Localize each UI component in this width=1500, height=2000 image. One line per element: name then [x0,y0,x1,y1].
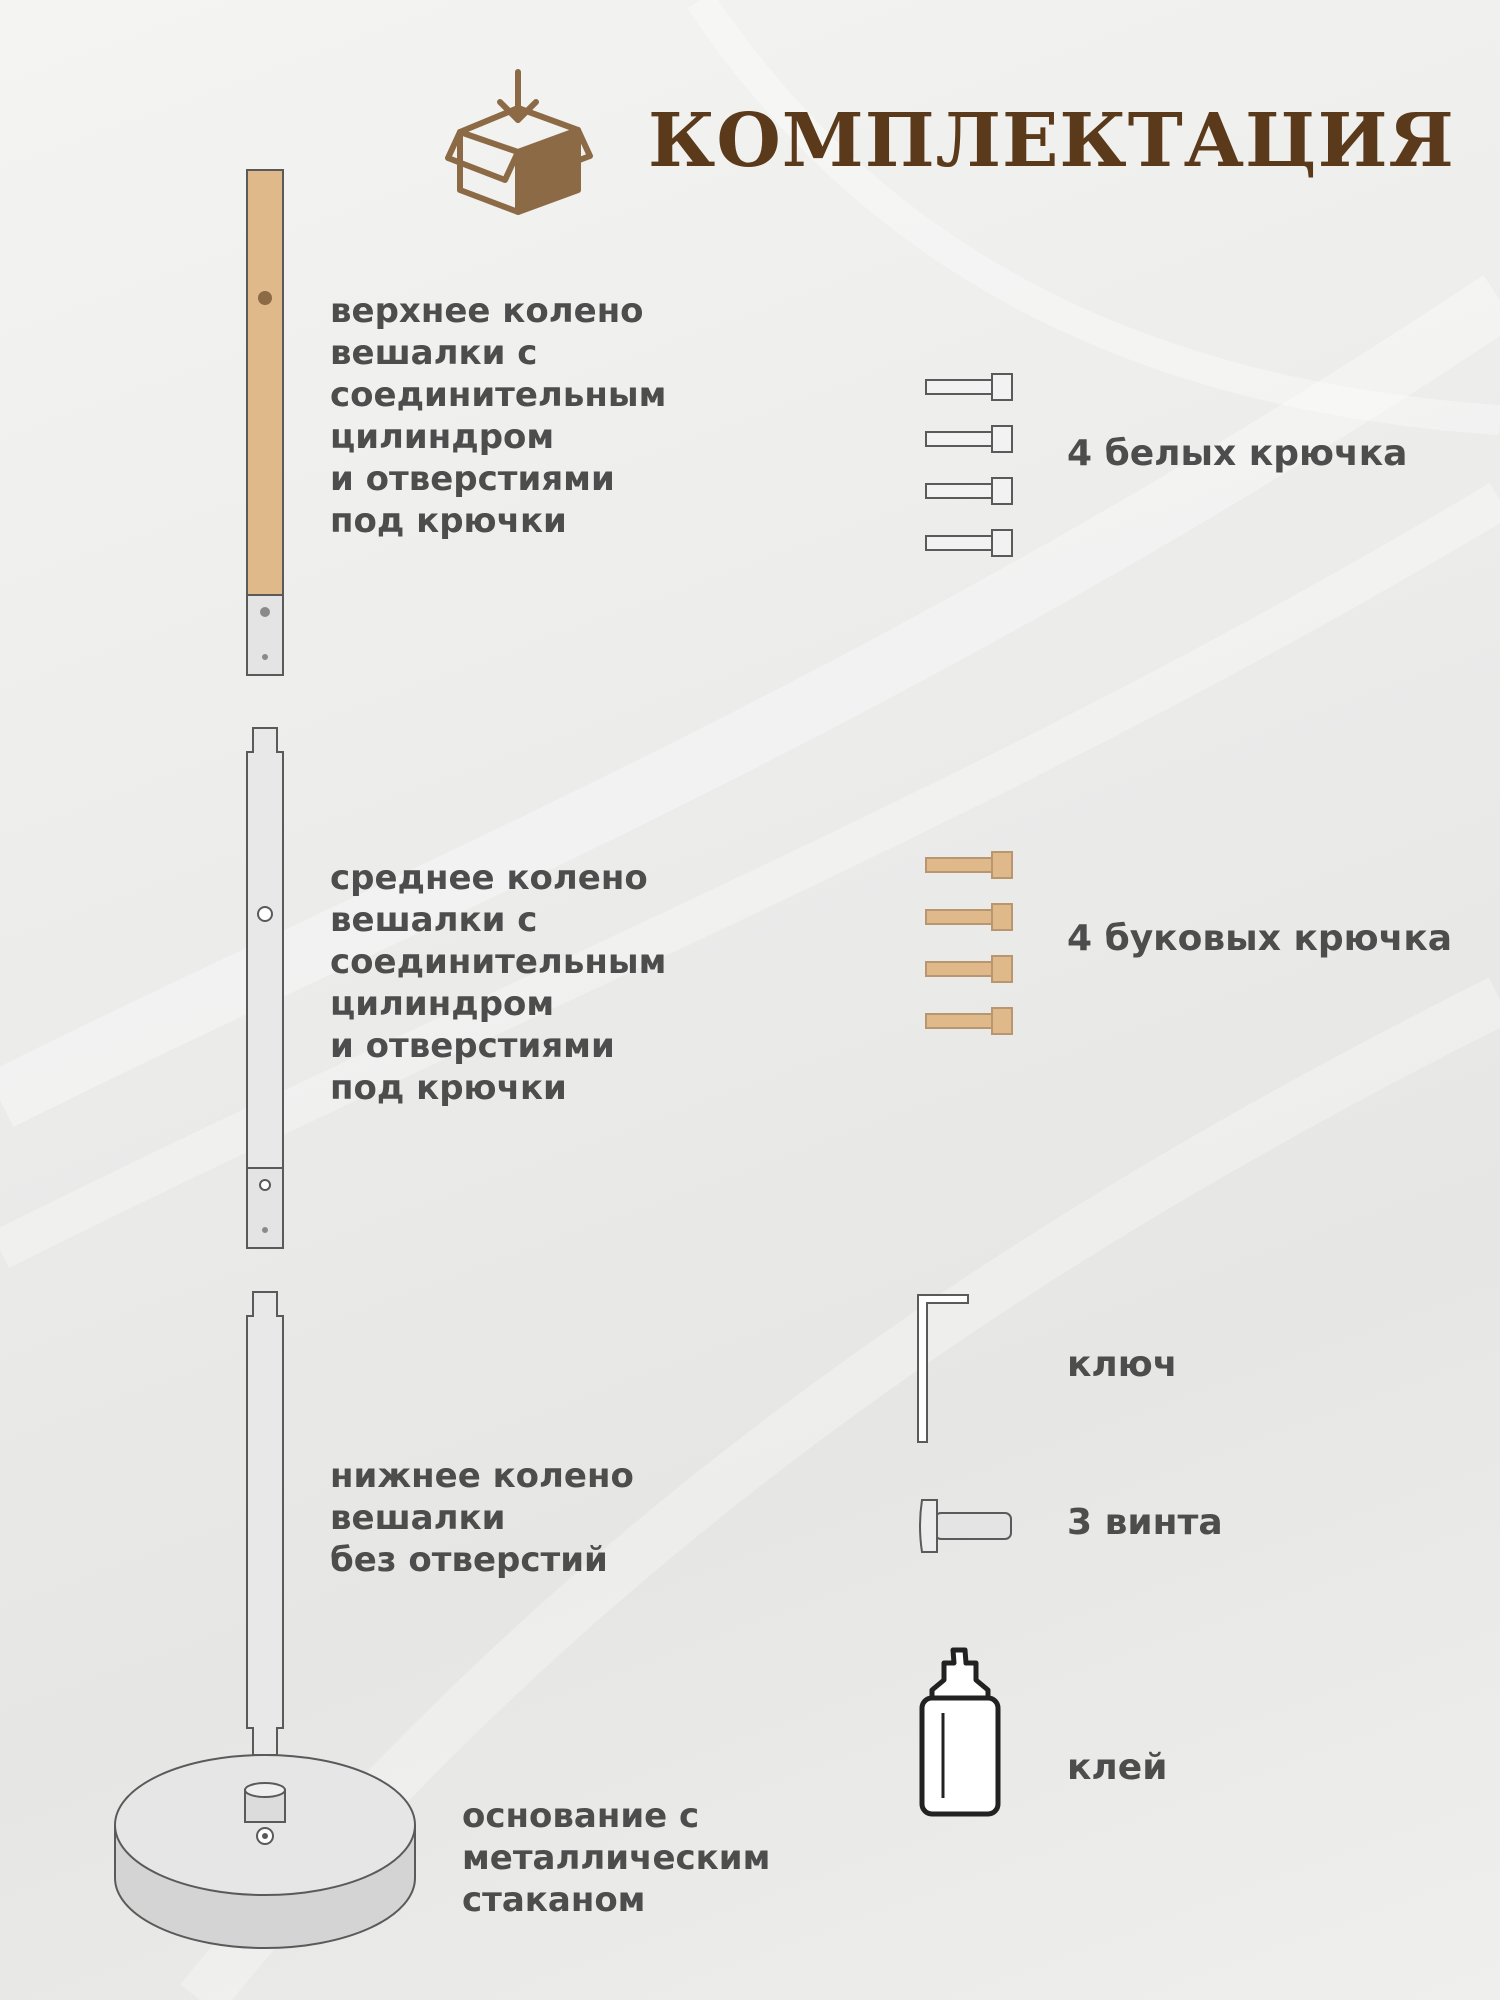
lower-pole-icon [247,1292,283,1755]
glue-label: клей [1067,1747,1168,1788]
middle-pole-icon [247,728,283,1248]
beech-hooks-icon [926,852,1012,1034]
screws-label: 3 винта [1067,1502,1223,1543]
glue-bottle-icon [922,1650,998,1814]
lower-pole-label: нижнее колено вешалки без отверстий [330,1456,634,1580]
hex-key-icon [918,1295,968,1442]
middle-pole-label: среднее колено вешалки с соединительным цилиндром и отверстиями под крючки [330,858,667,1108]
white-hooks-label: 4 белых крючка [1067,433,1408,474]
page-title: КОМПЛЕКТАЦИЯ [648,98,1455,184]
beech-hooks-label: 4 буковых крючка [1067,918,1453,959]
white-hooks-icon [926,374,1012,556]
screw-icon [920,1500,1011,1552]
base-icon [115,1755,415,1948]
upper-pole-icon [247,170,283,675]
base-label: основание с металлическим стаканом [462,1796,771,1920]
hex-key-label: ключ [1067,1344,1178,1385]
upper-pole-label: верхнее колено вешалки с соединительным цилиндром и отверстиями под крючки [330,291,667,541]
